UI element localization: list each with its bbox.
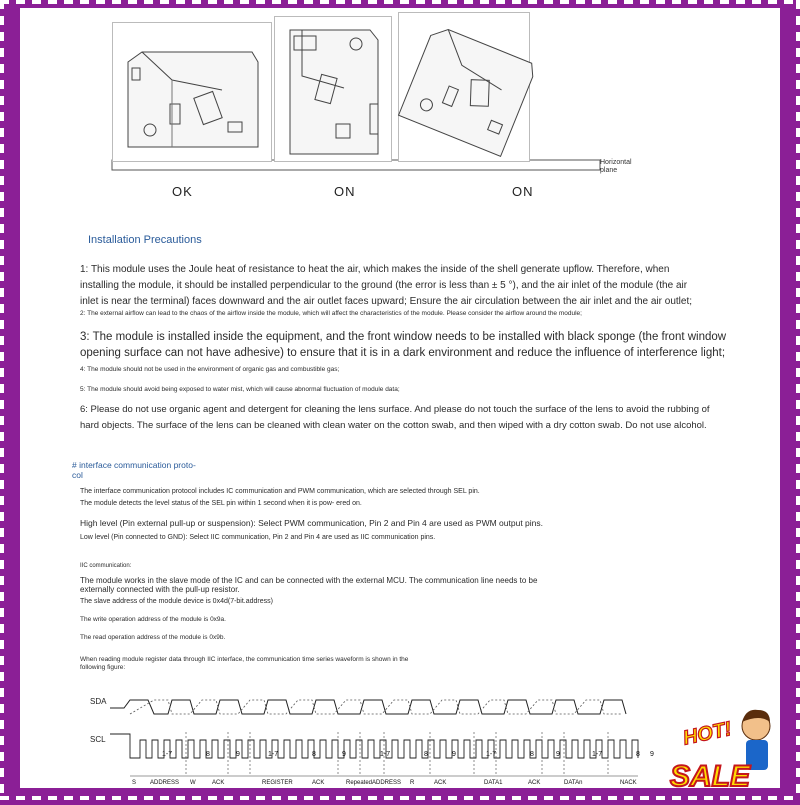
bit-label: 1-7 <box>162 751 173 758</box>
phase-label: ACK <box>434 780 447 786</box>
bit-label: 1-7 <box>268 751 279 758</box>
interface-text-4: Low level (Pin connected to GND): Select IIC communication, Pin 2 and Pin 4 are used as IIC communication pins. <box>80 534 436 541</box>
precaution-1: 1: This module uses the Joule heat of resistance to heat the air, which makes the inside of the shell generate upflow. Therefore, when installing the module, it should be installed perpendicular to the ground (the error is less than ± 5 °), and the air inlet of the module (the air inlet is near the terminal) faces downward and the air outlet faces upward; Ensure the air circulation between the air inlet and the air outlet; <box>80 264 693 307</box>
bit-label: 8 <box>424 751 428 758</box>
module-figure-on-vertical <box>274 16 392 162</box>
bit-label: 1-7 <box>592 751 603 758</box>
sda-trace-alt <box>130 700 622 714</box>
bit-label: 8 <box>312 751 316 758</box>
bit-label: 1-7 <box>486 751 497 758</box>
bit-label: 8 <box>530 751 534 758</box>
horizontal-plane-label: Horizontal plane <box>600 159 632 174</box>
phase-label: W <box>190 780 196 786</box>
bit-label: 9 <box>452 751 456 758</box>
phase-label: Repeated <box>346 780 373 786</box>
phase-label: ACK <box>212 780 225 786</box>
phase-label: ACK <box>528 780 541 786</box>
bit-label: 1-7 <box>380 751 391 758</box>
interface-text-6: The module works in the slave mode of the IC and can be connected with the external MCU. The communication line needs to be externally connected with the pull-up resistor. <box>80 576 538 594</box>
interface-text-9: The read operation address of the module is 0x9b. <box>80 634 226 641</box>
precaution-6: 6: Please do not use organic agent and detergent for cleaning the lens surface. And please do not touch the surface of the lens to avoid the rubbing of hard objects. The surface of the lens can be cleaned with clean water on the cotton swab, and then wiped with a dry cotton swab. Do not use alcohol. <box>80 404 710 431</box>
interface-text-10: When reading module register data through IIC interface, the communication time series waveform is shown in the following figure: <box>80 656 409 671</box>
phase-label: ADDRESS <box>372 780 402 786</box>
waveform-lines <box>110 700 638 776</box>
phase-label: S <box>132 780 137 786</box>
phase-label: ACK <box>312 780 325 786</box>
document-page <box>20 8 780 793</box>
module-figure-ok <box>112 22 272 162</box>
bit-label: 9 <box>556 751 560 758</box>
precaution-2: 2: The external airflow can lead to the chaos of the airflow inside the module, which will affect the characteristics of the module. Please consider the airflow around the module; <box>80 310 582 317</box>
scl-label: SCL <box>90 735 106 744</box>
interface-text-1: The interface communication protocol includes IC communication and PWM communication, which are selected through SEL pin. <box>80 488 480 495</box>
sda-label: SDA <box>90 697 107 706</box>
phase-label: NACK <box>620 780 637 786</box>
phase-label: DATAn <box>564 780 583 786</box>
figure-label-ok: OK <box>172 184 193 199</box>
interface-text-3: High level (Pin external pull-up or suspension): Select PWM communication, Pin 2 and Pin 4 are used as PWM output pins. <box>80 518 544 528</box>
interface-text-7: The slave address of the module device is 0x4d(7-bit.address) <box>80 598 273 605</box>
bit-label: 8 <box>636 751 640 758</box>
bit-label: 8 <box>206 751 210 758</box>
bit-label: 9 <box>236 751 240 758</box>
precaution-5: 5: The module should avoid being exposed to water mist, which will cause abnormal fluctuation of module data; <box>80 386 400 393</box>
interface-text-2: The module detects the level status of the SEL pin within 1 second when it is pow- ered on. <box>80 500 362 507</box>
precautions-heading: Installation Precautions <box>88 234 202 246</box>
sale-text: SALE <box>670 760 751 793</box>
interface-text-8: The write operation address of the module is 0x9a. <box>80 616 226 623</box>
iic-waveform <box>90 692 654 793</box>
hot-sale-badge <box>636 700 786 800</box>
bit-labels <box>162 751 654 758</box>
bit-label: 9 <box>342 751 346 758</box>
precaution-3: 3: The module is installed inside the equipment, and the front window needs to be installed with black sponge (the front window opening surface can not have adhesive) to ensure that it is in a dark environment and reduce the influence of interference light; <box>80 331 727 359</box>
interface-text-5: IIC communication: <box>80 563 132 569</box>
phase-label: R <box>410 780 415 786</box>
precaution-4: 4: The module should not be used in the environment of organic gas and combustible gas; <box>80 366 340 373</box>
phase-label: DATA1 <box>484 780 503 786</box>
phase-label: ADDRESS <box>150 780 180 786</box>
bit-label: 9 <box>650 751 654 758</box>
sda-trace <box>110 700 626 714</box>
figure-label-on-2: ON <box>512 184 534 199</box>
interface-heading: # interface communication proto- col <box>72 460 196 480</box>
phase-labels <box>132 780 637 786</box>
module-figure-on-tilted <box>398 12 530 162</box>
phase-label: REGISTER <box>262 780 293 786</box>
figure-label-on-1: ON <box>334 184 356 199</box>
hot-text: HOT! <box>681 717 734 750</box>
